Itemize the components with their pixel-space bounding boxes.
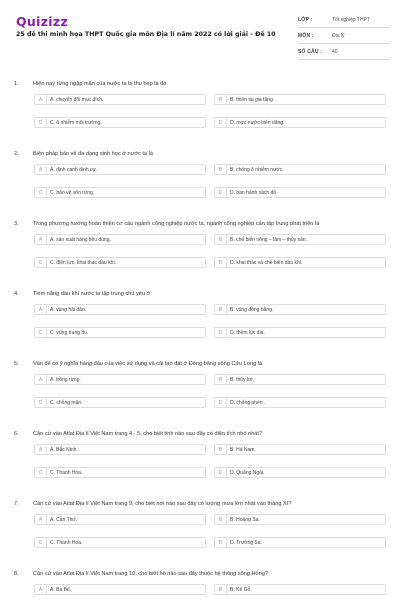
answer-option-c[interactable]	[34, 257, 206, 268]
option-letter: B	[215, 445, 227, 455]
option-letter: A	[35, 235, 47, 245]
option-text: D. ban hành sách đỏ.	[230, 190, 278, 196]
worksheet-meta	[298, 12, 390, 60]
question-number: 4.	[14, 291, 19, 297]
option-letter: B	[215, 235, 227, 245]
question-text: Hiện nay rừng ngập mặn của nước ta bị thu hẹp là do	[33, 81, 167, 87]
meta-key-count: SỐ CÂU :	[298, 48, 323, 55]
option-text: B. thủy lợi.	[230, 377, 254, 383]
question-number: 1.	[14, 81, 19, 87]
question-8	[0, 565, 400, 600]
meta-row-class	[298, 12, 390, 28]
meta-row-count	[298, 44, 390, 60]
option-text: C. chống mặn.	[50, 400, 83, 406]
answer-option-c[interactable]	[34, 537, 206, 548]
question-number: 7.	[14, 501, 19, 507]
option-text: A. định canh định cư.	[50, 167, 98, 173]
option-letter: A	[35, 375, 47, 385]
option-letter: D	[215, 468, 227, 478]
answer-option-a[interactable]	[34, 584, 206, 595]
option-text: C. Thanh Hóa.	[50, 470, 83, 476]
worksheet-header	[0, 0, 400, 70]
option-letter: A	[35, 585, 47, 595]
option-text: B. thiên tai gia tăng.	[230, 97, 275, 103]
question-number: 5.	[14, 361, 19, 367]
question-text: Vấn đề có ý nghĩa hàng đầu của việc sử dụng và cải tạo đất ở Đồng bằng sông Cửu Long là	[33, 361, 263, 367]
option-text: D. Trường Sa.	[230, 540, 262, 546]
answer-option-b[interactable]	[214, 94, 386, 105]
answer-option-b[interactable]	[214, 374, 386, 385]
option-text: A. chuyển đổi mục đích.	[50, 97, 104, 103]
option-letter: A	[35, 515, 47, 525]
meta-value-subject: Địa lý	[332, 32, 345, 39]
question-text: Căn cứ vào Atlat Địa lí Việt Nam trang 10, cho biết hồ nào sau đây thuộc hệ thống sông Hồng?	[33, 571, 268, 577]
question-text: Trong phương hướng hoàn thiện cơ cấu ngành công nghiệp nước ta, ngành công nghiệp cần tập trung phát triển là	[33, 221, 320, 227]
option-letter: B	[215, 585, 227, 595]
option-text: B. Kẻ Gỗ.	[230, 587, 252, 593]
option-text: D. khai thác và chế biến dầu khí.	[230, 260, 303, 266]
question-text: Căn cứ vào Atlat Địa lí Việt Nam trang 9, cho biết nơi nào sau đây có lượng mưa lớn nhất vào tháng XI?	[33, 501, 292, 507]
option-letter: C	[35, 538, 47, 548]
question-number: 8.	[14, 571, 19, 577]
option-text: D. thềm lục địa.	[230, 330, 265, 336]
answer-option-d[interactable]	[214, 117, 386, 128]
answer-option-a[interactable]	[34, 94, 206, 105]
question-6	[0, 425, 400, 495]
answer-option-a[interactable]	[34, 374, 206, 385]
answer-option-c[interactable]	[34, 187, 206, 198]
answer-option-b[interactable]	[214, 234, 386, 245]
option-letter: D	[215, 188, 227, 198]
answer-option-b[interactable]	[214, 584, 386, 595]
option-letter: C	[35, 188, 47, 198]
meta-value-class: Tốt nghiệp THPT	[332, 16, 370, 23]
option-letter: C	[35, 328, 47, 338]
option-letter: C	[35, 468, 47, 478]
question-3	[0, 215, 400, 285]
answer-option-a[interactable]	[34, 444, 206, 455]
option-letter: D	[215, 328, 227, 338]
answer-option-a[interactable]	[34, 514, 206, 525]
question-text: Căn cứ vào Atlat Địa lí Việt Nam trang 4 - 5, cho biết tỉnh nào sau đây có diện tích nhỏ nhất?	[33, 431, 263, 437]
meta-row-subject	[298, 28, 390, 44]
option-text: A. trồng rừng.	[50, 377, 81, 383]
option-letter: C	[35, 118, 47, 128]
answer-option-d[interactable]	[214, 327, 386, 338]
option-letter: A	[35, 165, 47, 175]
answer-option-b[interactable]	[214, 304, 386, 315]
meta-value-count: 40	[332, 48, 338, 55]
answer-option-d[interactable]	[214, 257, 386, 268]
option-letter: A	[35, 445, 47, 455]
option-text: C. bảo vệ vốn rừng.	[50, 190, 95, 196]
option-text: C. ô nhiễm môi trường.	[50, 120, 102, 126]
meta-key-class: LỚP :	[298, 16, 313, 23]
option-text: A. vùng hải đảo.	[50, 307, 87, 313]
option-text: C. vùng trung du.	[50, 330, 89, 336]
question-2	[0, 145, 400, 215]
option-letter: C	[35, 258, 47, 268]
option-text: A. sản xuất hàng tiêu dùng.	[50, 237, 111, 243]
answer-option-c[interactable]	[34, 397, 206, 408]
option-letter: B	[215, 165, 227, 175]
question-number: 3.	[14, 221, 19, 227]
option-text: B. chế biến nông – lâm – thủy sản.	[230, 237, 307, 243]
option-text: A. Cần Thơ.	[50, 517, 78, 523]
option-text: C. Thanh Hóa.	[50, 540, 83, 546]
option-letter: A	[35, 95, 47, 105]
option-letter: D	[215, 538, 227, 548]
option-letter: D	[215, 258, 227, 268]
question-5	[0, 355, 400, 425]
option-letter: A	[35, 305, 47, 315]
option-letter: C	[35, 398, 47, 408]
answer-option-d[interactable]	[214, 187, 386, 198]
option-letter: D	[215, 398, 227, 408]
answer-option-b[interactable]	[214, 514, 386, 525]
question-list	[0, 75, 400, 600]
question-number: 2.	[14, 151, 19, 157]
worksheet-title: 25 đề thi minh họa THPT Quốc gia môn Địa lí năm 2022 có lời giải - Đề 10	[16, 31, 276, 38]
option-text: B. vùng đồng bằng.	[230, 307, 274, 313]
option-text: B. chống ô nhiễm nước.	[230, 167, 284, 173]
answer-option-c[interactable]	[34, 467, 206, 478]
meta-key-subject: MÔN :	[298, 32, 314, 39]
option-text: B. Hà Nam.	[230, 447, 256, 453]
question-text: Biện pháp bảo vệ đa dạng sinh học ở nước ta là	[33, 151, 153, 157]
quizizz-logo: Quizizz	[16, 14, 69, 29]
answer-option-c[interactable]	[34, 117, 206, 128]
answer-option-d[interactable]	[214, 397, 386, 408]
answer-option-d[interactable]	[214, 537, 386, 548]
question-4	[0, 285, 400, 355]
answer-option-b[interactable]	[214, 444, 386, 455]
answer-option-c[interactable]	[34, 327, 206, 338]
option-text: A. Ba Bể.	[50, 587, 72, 593]
question-1	[0, 75, 400, 145]
question-7	[0, 495, 400, 565]
option-text: D. mực nước biển dâng.	[230, 120, 285, 126]
option-letter: B	[215, 95, 227, 105]
option-text: A. Bắc Ninh.	[50, 447, 78, 453]
answer-option-a[interactable]	[34, 304, 206, 315]
answer-option-a[interactable]	[34, 164, 206, 175]
question-text: Tiềm năng dầu khí nước ta tập trung chủ yếu ở	[33, 291, 151, 297]
answer-option-a[interactable]	[34, 234, 206, 245]
option-text: D. chống phèn .	[230, 400, 266, 406]
question-number: 6.	[14, 431, 19, 437]
option-letter: B	[215, 515, 227, 525]
option-letter: D	[215, 118, 227, 128]
option-text: B. Hoàng Sa.	[230, 517, 260, 523]
answer-option-d[interactable]	[214, 467, 386, 478]
option-letter: B	[215, 375, 227, 385]
answer-option-b[interactable]	[214, 164, 386, 175]
option-text: D. Quảng Ngãi.	[230, 470, 265, 476]
option-letter: B	[215, 305, 227, 315]
option-text: C. điện lực, khai thác dầu khí.	[50, 260, 117, 266]
